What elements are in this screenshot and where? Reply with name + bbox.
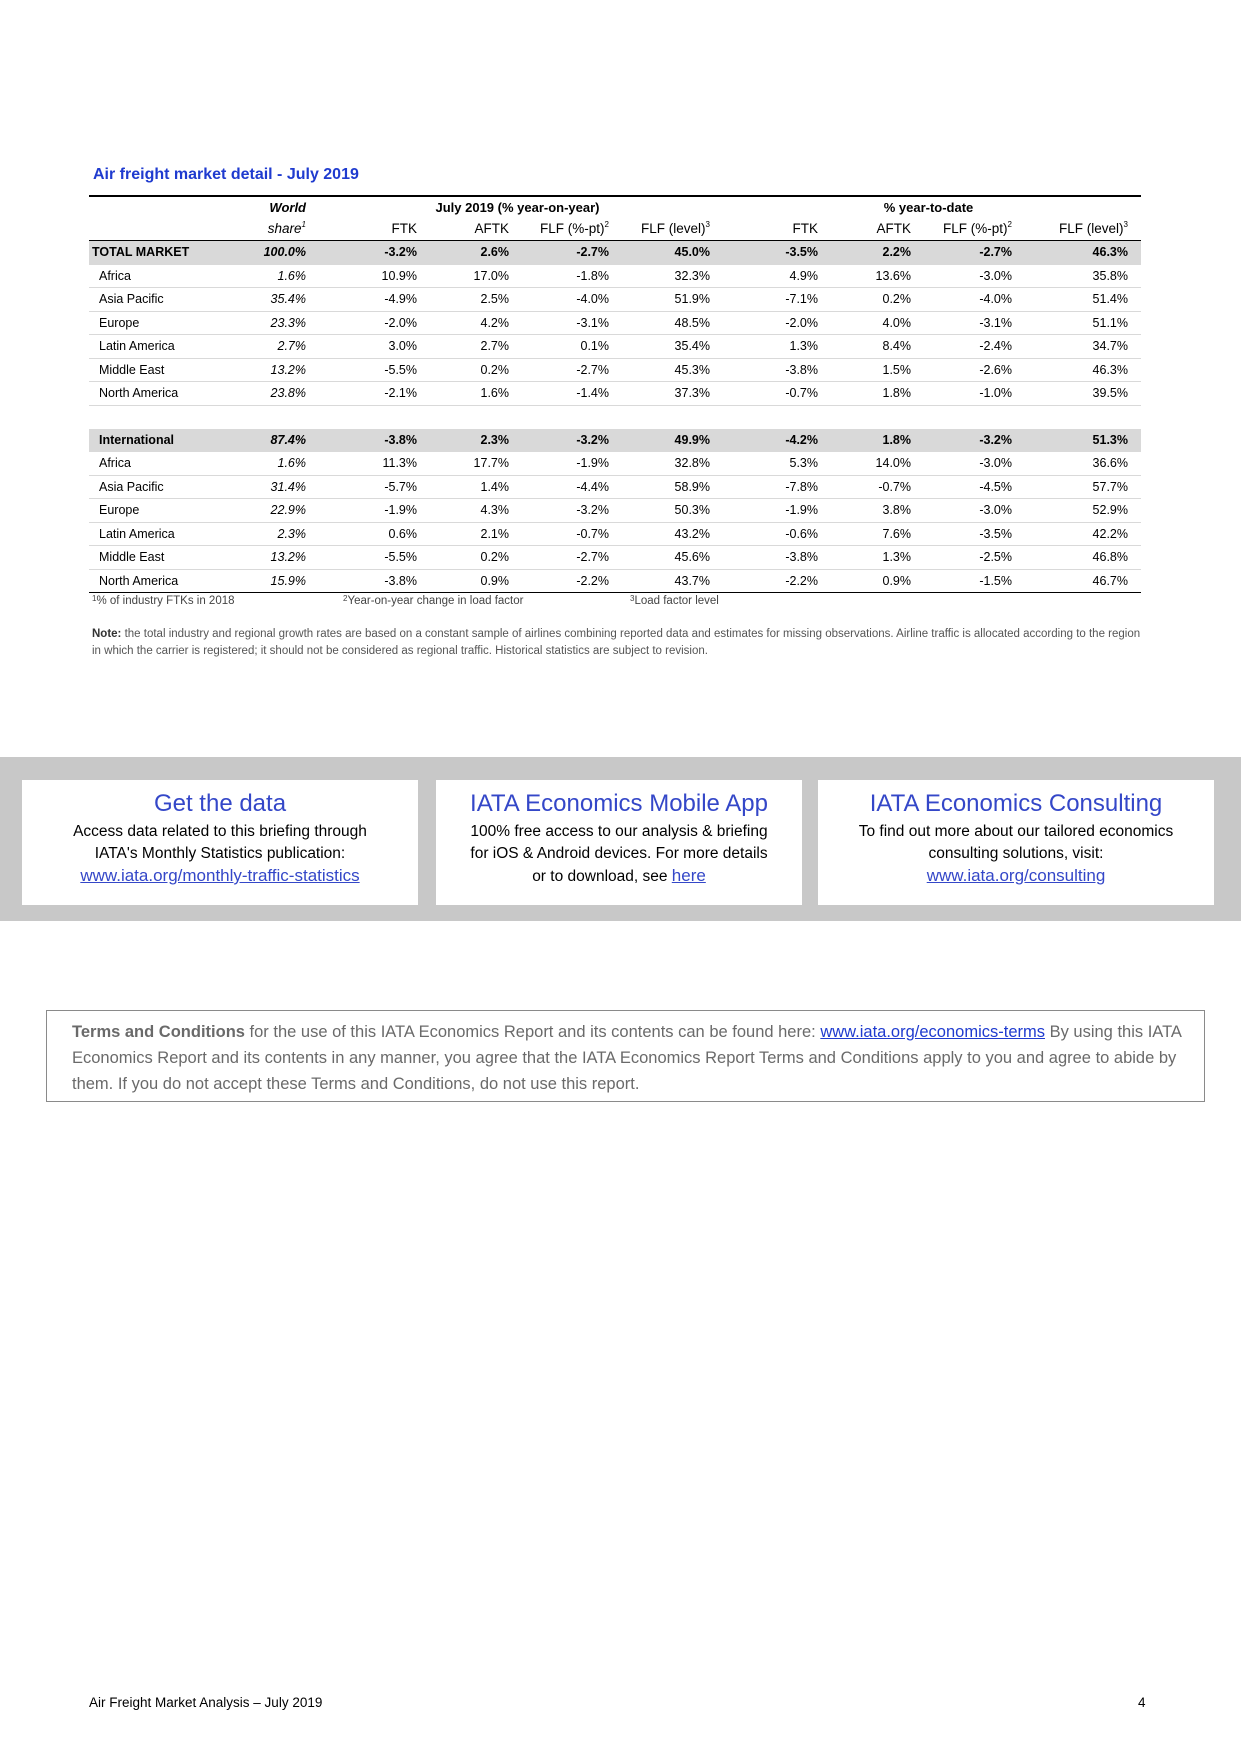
value-cell: 1.4% <box>430 475 522 499</box>
header-ytd: % year-to-date <box>723 196 1141 217</box>
col-header: AFTK <box>474 221 509 236</box>
col-header: FLF $(\%-pt)^2$ <box>540 220 609 236</box>
value-cell: -4.9% <box>319 288 430 312</box>
value-cell: -2.0% <box>723 311 831 335</box>
col-header: FLF (level)$^3$ <box>1059 220 1128 236</box>
card-title: Get the data <box>153 790 287 817</box>
table-row <box>89 522 1141 546</box>
share-cell: 2.7% <box>235 335 319 359</box>
value-cell: -1.0% <box>924 382 1025 406</box>
value-cell: -0.7% <box>831 475 924 499</box>
table-row <box>89 311 1141 335</box>
value-cell: 32.3% <box>622 264 723 288</box>
value-cell: 42.2% <box>1025 522 1141 546</box>
table-row <box>89 429 1141 452</box>
value-cell: -1.8% <box>522 264 622 288</box>
card-text: IATA's Monthly Statistics publication: <box>94 845 346 862</box>
value-cell: -3.5% <box>723 241 831 265</box>
col-header: AFTK <box>876 221 911 236</box>
value-cell: 4.3% <box>430 499 522 523</box>
value-cell: -4.5% <box>924 475 1025 499</box>
value-cell: -2.0% <box>319 311 430 335</box>
share-cell: 23.8% <box>235 382 319 406</box>
region-cell: North America <box>89 569 235 593</box>
value-cell: 3.0% <box>319 335 430 359</box>
value-cell: -3.8% <box>319 569 430 593</box>
value-cell: 43.2% <box>622 522 723 546</box>
value-cell: 0.2% <box>831 288 924 312</box>
card-title: IATA Economics Consulting <box>869 790 1163 817</box>
value-cell: -2.2% <box>723 569 831 593</box>
card-text: To find out more about our tailored economics <box>858 823 1174 840</box>
table-row <box>89 499 1141 523</box>
header-share: share$^1$ <box>267 220 306 236</box>
table-row <box>89 382 1141 406</box>
value-cell: -2.7% <box>522 546 622 570</box>
value-cell: -0.7% <box>723 382 831 406</box>
value-cell: 13.6% <box>831 264 924 288</box>
share-cell: 31.4% <box>235 475 319 499</box>
value-cell: 0.1% <box>522 335 622 359</box>
value-cell: -3.0% <box>924 264 1025 288</box>
value-cell: -1.9% <box>723 499 831 523</box>
value-cell: 0.9% <box>430 569 522 593</box>
value-cell: -3.0% <box>924 499 1025 523</box>
region-cell: Europe <box>89 499 235 523</box>
value-cell: 2.1% <box>430 522 522 546</box>
region-cell: Middle East <box>89 546 235 570</box>
value-cell: -2.1% <box>319 382 430 406</box>
table-row <box>89 288 1141 312</box>
value-cell: 50.3% <box>622 499 723 523</box>
value-cell: 45.0% <box>622 241 723 265</box>
value-cell: -2.4% <box>924 335 1025 359</box>
value-cell: 0.6% <box>319 522 430 546</box>
value-cell: 2.3% <box>430 429 522 452</box>
value-cell: 51.4% <box>1025 288 1141 312</box>
value-cell: -4.4% <box>522 475 622 499</box>
value-cell: -1.4% <box>522 382 622 406</box>
table-row <box>89 475 1141 499</box>
terms-link[interactable]: www.iata.org/economics-terms <box>820 1023 1045 1041</box>
value-cell: 4.2% <box>430 311 522 335</box>
col-header: FLF $(\%-pt)^2$ <box>943 220 1012 236</box>
value-cell: 0.9% <box>831 569 924 593</box>
region-cell: Middle East <box>89 358 235 382</box>
footnote-1: $^1$% of industry FTKs in 2018 <box>92 594 235 607</box>
region-cell: Europe <box>89 311 235 335</box>
share-cell: 87.4% <box>235 429 319 452</box>
footnote-2: $^2$Year-on-year change in load factor <box>343 594 524 607</box>
share-cell: 1.6% <box>235 264 319 288</box>
value-cell: -0.6% <box>723 522 831 546</box>
value-cell: -2.7% <box>522 358 622 382</box>
card-text: or to download, see here <box>532 866 706 885</box>
table-note: Note: the total industry and regional growth rates are based on a constant sample of airlines combining reported data and estimates for missing observations. Airline traffic is allocated according to the region in which the carrier is registered; it should not be considered as regional traffic. Historical statistics are subject to revision. <box>92 628 1141 657</box>
share-cell: 100.0% <box>235 241 319 265</box>
value-cell: 1.8% <box>831 382 924 406</box>
value-cell: 34.7% <box>1025 335 1141 359</box>
region-cell: Africa <box>89 452 235 476</box>
value-cell: -3.8% <box>723 546 831 570</box>
value-cell: 51.3% <box>1025 429 1141 452</box>
value-cell: 2.6% <box>430 241 522 265</box>
value-cell: -2.2% <box>522 569 622 593</box>
value-cell: -2.6% <box>924 358 1025 382</box>
terms-text: Terms and Conditions for the use of this IATA Economics Report and its contents can be found here: www.iata.org/economics-terms By using this IATA Economics Report and its contents in any manner, you agree that the IATA Economics Report Terms and Conditions apply to you and agree to abide by them. If you do not accept these Terms and Conditions, do not use this report. <box>72 1023 1182 1093</box>
share-cell: 2.3% <box>235 522 319 546</box>
share-cell: 15.9% <box>235 569 319 593</box>
value-cell: 2.2% <box>831 241 924 265</box>
value-cell: 1.3% <box>831 546 924 570</box>
value-cell: 36.6% <box>1025 452 1141 476</box>
mobile-app-card <box>436 780 802 905</box>
value-cell: 46.3% <box>1025 241 1141 265</box>
page-number: 4 <box>1138 1695 1146 1710</box>
region-cell: Latin America <box>89 522 235 546</box>
value-cell: -7.1% <box>723 288 831 312</box>
share-cell: 35.4% <box>235 288 319 312</box>
value-cell: 45.3% <box>622 358 723 382</box>
value-cell: -5.7% <box>319 475 430 499</box>
value-cell: 2.5% <box>430 288 522 312</box>
card-title: IATA Economics Mobile App <box>470 790 768 817</box>
region-cell: North America <box>89 382 235 406</box>
value-cell: 1.8% <box>831 429 924 452</box>
value-cell: 8.4% <box>831 335 924 359</box>
value-cell: 1.3% <box>723 335 831 359</box>
col-header: FTK <box>391 221 417 236</box>
col-header: FTK <box>792 221 818 236</box>
footer-title: Air Freight Market Analysis – July 2019 <box>89 1695 323 1710</box>
value-cell: -3.8% <box>319 429 430 452</box>
value-cell: -5.5% <box>319 546 430 570</box>
value-cell: -4.0% <box>522 288 622 312</box>
region-cell: Asia Pacific <box>89 475 235 499</box>
value-cell: 11.3% <box>319 452 430 476</box>
value-cell: 58.9% <box>622 475 723 499</box>
table-title: Air freight market detail - July 2019 <box>93 166 359 183</box>
value-cell: -5.5% <box>319 358 430 382</box>
value-cell: 5.3% <box>723 452 831 476</box>
card-text: consulting solutions, visit: <box>928 845 1104 862</box>
value-cell: 51.9% <box>622 288 723 312</box>
table-row <box>89 335 1141 359</box>
get-data-card <box>22 780 418 905</box>
value-cell: 0.2% <box>430 546 522 570</box>
col-header: FLF (level)$^3$ <box>641 220 710 236</box>
value-cell: -3.2% <box>924 429 1025 452</box>
value-cell: 3.8% <box>831 499 924 523</box>
value-cell: 17.0% <box>430 264 522 288</box>
value-cell: 4.0% <box>831 311 924 335</box>
value-cell: -1.9% <box>522 452 622 476</box>
value-cell: -3.2% <box>522 429 622 452</box>
terms-box <box>46 1010 1205 1102</box>
value-cell: -2.7% <box>522 241 622 265</box>
value-cell: 17.7% <box>430 452 522 476</box>
region-cell: TOTAL MARKET <box>89 241 235 265</box>
value-cell: 57.7% <box>1025 475 1141 499</box>
value-cell: -3.1% <box>924 311 1025 335</box>
card-text: for iOS & Android devices. For more details <box>470 845 768 862</box>
value-cell: 1.5% <box>831 358 924 382</box>
value-cell: 7.6% <box>831 522 924 546</box>
spacer-row <box>89 405 1141 429</box>
footnote-3: $^3$Load factor level <box>630 594 719 607</box>
value-cell: -3.2% <box>522 499 622 523</box>
value-cell: 0.2% <box>430 358 522 382</box>
value-cell: 48.5% <box>622 311 723 335</box>
value-cell: 1.6% <box>430 382 522 406</box>
value-cell: -0.7% <box>522 522 622 546</box>
card-text: Access data related to this briefing through <box>73 823 367 840</box>
value-cell: 51.1% <box>1025 311 1141 335</box>
value-cell: 46.7% <box>1025 569 1141 593</box>
value-cell: 14.0% <box>831 452 924 476</box>
value-cell: -3.5% <box>924 522 1025 546</box>
table-row <box>89 452 1141 476</box>
monthly-stats-link[interactable]: www.iata.org/monthly-traffic-statistics <box>80 866 360 885</box>
value-cell: 32.8% <box>622 452 723 476</box>
share-cell: 23.3% <box>235 311 319 335</box>
table-row <box>89 358 1141 382</box>
freight-market-table <box>89 195 1141 593</box>
download-here-link[interactable]: here <box>671 866 706 885</box>
table-row <box>89 241 1141 265</box>
value-cell: 46.8% <box>1025 546 1141 570</box>
value-cell: 52.9% <box>1025 499 1141 523</box>
region-cell: International <box>89 429 235 452</box>
value-cell: -3.0% <box>924 452 1025 476</box>
region-cell: Asia Pacific <box>89 288 235 312</box>
table-row <box>89 569 1141 593</box>
value-cell: -3.8% <box>723 358 831 382</box>
table-row <box>89 264 1141 288</box>
value-cell: -1.5% <box>924 569 1025 593</box>
header-july: July 2019 (% year-on-year) <box>319 196 723 217</box>
value-cell: 49.9% <box>622 429 723 452</box>
share-cell: 22.9% <box>235 499 319 523</box>
value-cell: 10.9% <box>319 264 430 288</box>
value-cell: 35.4% <box>622 335 723 359</box>
value-cell: 4.9% <box>723 264 831 288</box>
region-cell: Africa <box>89 264 235 288</box>
value-cell: -1.9% <box>319 499 430 523</box>
consulting-card <box>818 780 1214 905</box>
value-cell: 35.8% <box>1025 264 1141 288</box>
value-cell: -4.2% <box>723 429 831 452</box>
value-cell: 39.5% <box>1025 382 1141 406</box>
value-cell: -7.8% <box>723 475 831 499</box>
value-cell: -3.1% <box>522 311 622 335</box>
value-cell: 37.3% <box>622 382 723 406</box>
header-world: World <box>235 196 319 217</box>
table-row <box>89 546 1141 570</box>
share-cell: 1.6% <box>235 452 319 476</box>
value-cell: -2.5% <box>924 546 1025 570</box>
value-cell: -3.2% <box>319 241 430 265</box>
value-cell: 46.3% <box>1025 358 1141 382</box>
consulting-link[interactable]: www.iata.org/consulting <box>926 866 1106 885</box>
region-cell: Latin America <box>89 335 235 359</box>
value-cell: -4.0% <box>924 288 1025 312</box>
value-cell: 2.7% <box>430 335 522 359</box>
value-cell: 43.7% <box>622 569 723 593</box>
value-cell: 45.6% <box>622 546 723 570</box>
card-text: 100% free access to our analysis & briefing <box>470 823 768 840</box>
share-cell: 13.2% <box>235 358 319 382</box>
value-cell: -2.7% <box>924 241 1025 265</box>
share-cell: 13.2% <box>235 546 319 570</box>
